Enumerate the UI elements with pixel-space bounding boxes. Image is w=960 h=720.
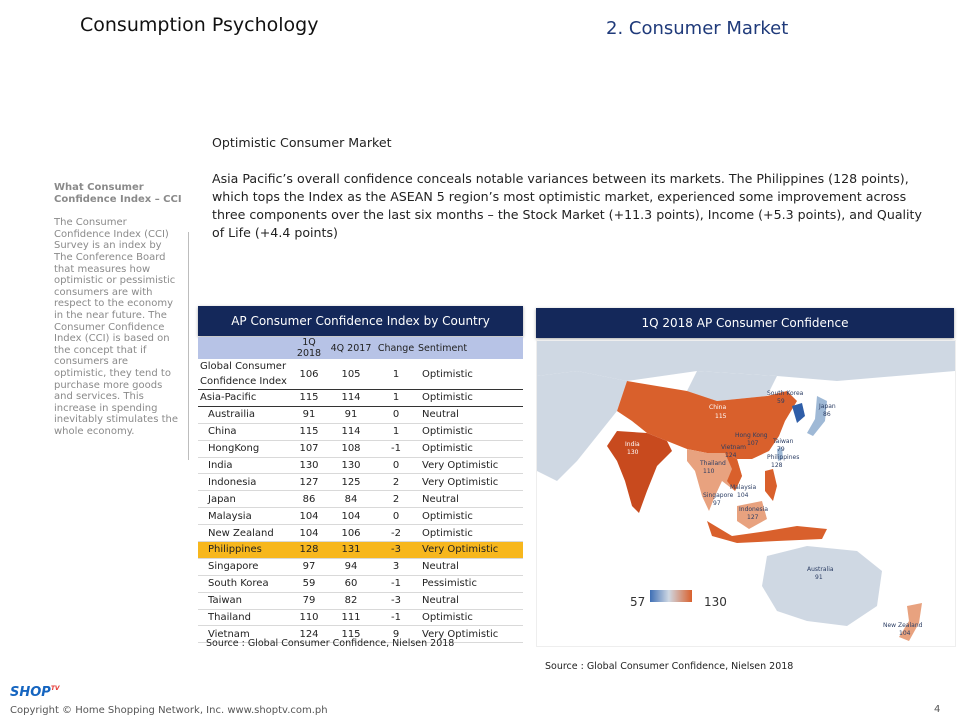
country-name: Asia-Pacific — [198, 390, 290, 407]
value-change: 0 — [374, 508, 418, 525]
map-label-china: China — [709, 404, 727, 411]
value-sentiment: Neutral — [418, 558, 523, 575]
value-change: -1 — [374, 609, 418, 626]
value-1q2018: 127 — [290, 474, 328, 491]
value-1q2018: 107 — [290, 440, 328, 457]
value-4q2017: 114 — [328, 390, 374, 407]
value-1q2018: 106 — [290, 359, 328, 390]
intro-body: Asia Pacific’s overall confidence conceals notable variances between its markets. The Philippines (128 points), which tops the Index as the ASEAN 5 region’s most optimistic market, experienced some improvement across three components over the last six months – the Stock Market (+11.3 points), Income (+5.3 points), and Quality of Life (+4.4 points) — [212, 171, 922, 240]
country-name: Japan — [198, 491, 290, 508]
sidebar-body: The Consumer Confidence Index (CCI) Survey is an index by The Conference Board that measures how optimistic or pessimistic consumers are with respect to the economy in the near future. The Consumer Confidence Index (CCI) is based on the concept that if consumers are optimistic, they tend to purchase more goods and services. This increase in spending inevitably stimulates the whole economy. — [54, 217, 179, 437]
west-asia-shape — [537, 371, 627, 481]
value-sentiment: Neutral — [418, 491, 523, 508]
country-name: HongKong — [198, 440, 290, 457]
column-header: 4Q 2017 — [328, 337, 374, 359]
value-4q2017: 115 — [328, 626, 374, 643]
value-change: 2 — [374, 474, 418, 491]
table-row — [198, 406, 523, 423]
map-label-hong-kong-value: 107 — [747, 440, 759, 447]
map-label-japan: Japan — [819, 403, 836, 410]
value-4q2017: 130 — [328, 457, 374, 474]
value-4q2017: 111 — [328, 609, 374, 626]
intro-block — [212, 134, 932, 242]
value-4q2017: 108 — [328, 440, 374, 457]
table-row — [198, 491, 523, 508]
value-1q2018: 104 — [290, 525, 328, 542]
table-row — [198, 508, 523, 525]
country-name: Philippines — [198, 542, 290, 559]
value-change: -1 — [374, 440, 418, 457]
philippines-shape — [765, 469, 777, 501]
map-svg — [537, 341, 955, 646]
section-title: 2. Consumer Market — [606, 18, 789, 39]
legend-min-label: 57 — [630, 595, 646, 609]
column-header — [198, 337, 290, 359]
map-label-south-korea: South Korea — [767, 390, 804, 397]
country-name: New Zealand — [198, 525, 290, 542]
value-4q2017: 125 — [328, 474, 374, 491]
map-label-vietnam: Vietnam — [721, 444, 747, 451]
table-row — [198, 423, 523, 440]
country-name: South Korea — [198, 575, 290, 592]
map-label-thailand: Thailand — [700, 460, 726, 467]
table-panel-title: AP Consumer Confidence Index by Country — [198, 306, 523, 336]
sidebar-title: What Consumer Confidence Index – CCI — [54, 182, 182, 205]
table-row — [198, 609, 523, 626]
table-row — [198, 592, 523, 609]
logo-superscript: TV — [50, 685, 60, 692]
value-1q2018: 110 — [290, 609, 328, 626]
map-label-philippines-value: 128 — [771, 462, 783, 469]
value-change: 3 — [374, 558, 418, 575]
column-header: Change — [374, 337, 418, 359]
table-row — [198, 474, 523, 491]
value-change: -3 — [374, 592, 418, 609]
value-change: 9 — [374, 626, 418, 643]
value-change: -2 — [374, 525, 418, 542]
value-4q2017: 91 — [328, 406, 374, 423]
value-sentiment: Optimistic — [418, 609, 523, 626]
value-1q2018: 115 — [290, 390, 328, 407]
value-4q2017: 105 — [328, 359, 374, 390]
value-sentiment: Very Optimistic — [418, 457, 523, 474]
map-label-japan-value: 86 — [823, 411, 831, 418]
country-name: Austrailia — [198, 406, 290, 423]
country-name: Global Consumer Confidence Index — [198, 359, 290, 390]
value-sentiment: Optimistic — [418, 423, 523, 440]
value-change: 2 — [374, 491, 418, 508]
value-sentiment: Pessimistic — [418, 575, 523, 592]
column-header: Sentiment — [418, 337, 523, 359]
table-row-asia-pacific — [198, 390, 523, 407]
value-change: 0 — [374, 406, 418, 423]
value-4q2017: 104 — [328, 508, 374, 525]
map-label-australia-value: 91 — [815, 574, 823, 581]
sidebar-note — [54, 182, 182, 437]
value-change: 1 — [374, 423, 418, 440]
value-change: -3 — [374, 542, 418, 559]
value-1q2018: 97 — [290, 558, 328, 575]
value-sentiment: Very Optimistic — [418, 626, 523, 643]
value-4q2017: 84 — [328, 491, 374, 508]
table-source: Source : Global Consumer Confidence, Nielsen 2018 — [206, 638, 455, 649]
table-row — [198, 558, 523, 575]
table-row — [198, 457, 523, 474]
column-header: 1Q 2018 — [290, 337, 328, 359]
table-row-global — [198, 359, 523, 390]
value-4q2017: 94 — [328, 558, 374, 575]
country-name: India — [198, 457, 290, 474]
value-1q2018: 124 — [290, 626, 328, 643]
value-sentiment: Neutral — [418, 406, 523, 423]
copyright-text: Copyright © Home Shopping Network, Inc. www.shoptv.com.ph — [10, 705, 328, 716]
map-label-malaysia-value: 104 — [737, 492, 749, 499]
map-label-india-value: 130 — [627, 449, 639, 456]
table-row — [198, 440, 523, 457]
value-4q2017: 106 — [328, 525, 374, 542]
value-1q2018: 59 — [290, 575, 328, 592]
country-name: Vietnam — [198, 626, 290, 643]
map-label-singapore-value: 97 — [713, 500, 721, 507]
choropleth-map — [536, 340, 956, 647]
value-sentiment: Neutral — [418, 592, 523, 609]
value-sentiment: Very Optimistic — [418, 542, 523, 559]
value-4q2017: 82 — [328, 592, 374, 609]
map-label-taiwan-value: 79 — [777, 446, 785, 453]
korea-shape — [792, 403, 805, 423]
page-title: Consumption Psychology — [80, 14, 319, 36]
value-4q2017: 131 — [328, 542, 374, 559]
country-name: Singapore — [198, 558, 290, 575]
value-change: 1 — [374, 359, 418, 390]
country-name: China — [198, 423, 290, 440]
country-name: Indonesia — [198, 474, 290, 491]
map-label-indonesia-value: 127 — [747, 514, 759, 521]
table-row — [198, 542, 523, 559]
value-1q2018: 128 — [290, 542, 328, 559]
legend-max-label: 130 — [704, 595, 727, 609]
value-1q2018: 91 — [290, 406, 328, 423]
map-label-singapore: Singapore — [703, 492, 734, 499]
value-sentiment: Optimistic — [418, 508, 523, 525]
map-label-hong-kong: Hong Kong — [735, 432, 768, 439]
table-row — [198, 575, 523, 592]
value-4q2017: 114 — [328, 423, 374, 440]
value-sentiment: Optimistic — [418, 390, 523, 407]
table-header-row — [198, 337, 523, 359]
map-label-philippines: Philippines — [767, 454, 800, 461]
value-1q2018: 115 — [290, 423, 328, 440]
value-1q2018: 86 — [290, 491, 328, 508]
page-number: 4 — [934, 704, 941, 715]
australia-shape — [762, 546, 882, 626]
map-label-south-korea-value: 59 — [777, 398, 785, 405]
value-change: -1 — [374, 575, 418, 592]
map-label-taiwan: Taiwan — [773, 438, 794, 445]
value-change: 1 — [374, 390, 418, 407]
logo-text: SHOP — [10, 685, 51, 700]
map-source: Source : Global Consumer Confidence, Nielsen 2018 — [545, 661, 794, 672]
map-label-china-value: 115 — [715, 413, 727, 420]
indonesia-shape — [707, 521, 827, 543]
country-name: Taiwan — [198, 592, 290, 609]
intro-heading: Optimistic Consumer Market — [212, 135, 392, 150]
table-row — [198, 525, 523, 542]
value-4q2017: 60 — [328, 575, 374, 592]
value-sentiment: Optimistic — [418, 440, 523, 457]
country-name: Thailand — [198, 609, 290, 626]
value-sentiment: Optimistic — [418, 359, 523, 390]
value-change: 0 — [374, 457, 418, 474]
value-sentiment: Optimistic — [418, 525, 523, 542]
map-label-new-zealand: New Zealand — [883, 622, 923, 629]
confidence-table — [198, 337, 523, 643]
sidebar-divider — [188, 232, 189, 460]
map-label-malaysia: Malaysia — [730, 484, 757, 491]
value-sentiment: Very Optimistic — [418, 474, 523, 491]
map-panel-title: 1Q 2018 AP Consumer Confidence — [536, 308, 954, 338]
map-label-vietnam-value: 124 — [725, 452, 737, 459]
map-label-indonesia: Indonesia — [739, 506, 769, 513]
map-label-india: India — [625, 441, 640, 448]
value-1q2018: 130 — [290, 457, 328, 474]
shoptv-logo — [10, 685, 60, 700]
map-label-thailand-value: 110 — [703, 468, 715, 475]
value-1q2018: 79 — [290, 592, 328, 609]
map-label-australia: Australia — [807, 566, 834, 573]
map-label-new-zealand-value: 104 — [899, 630, 911, 637]
value-1q2018: 104 — [290, 508, 328, 525]
country-name: Malaysia — [198, 508, 290, 525]
